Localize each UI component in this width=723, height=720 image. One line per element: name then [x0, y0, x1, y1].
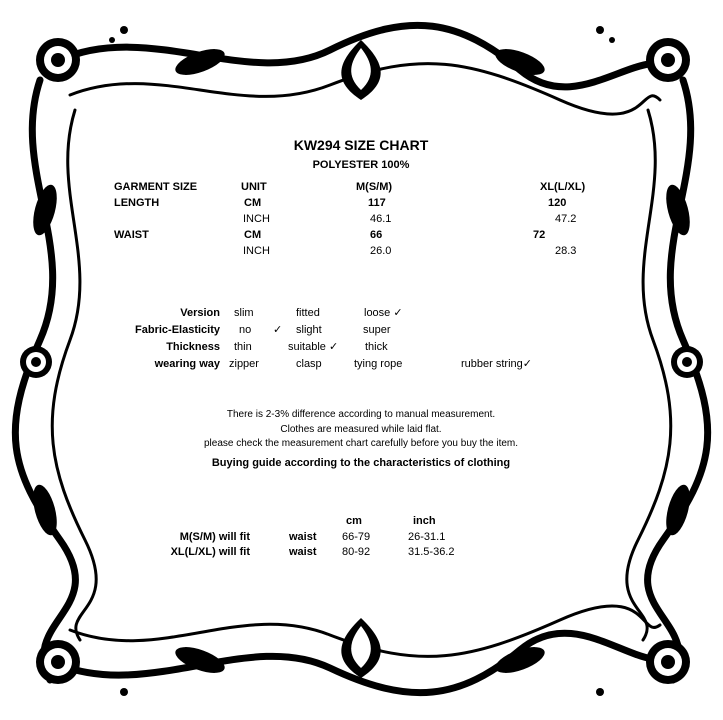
note-line: please check the measurement chart carefully before you buy the item. — [203, 438, 519, 449]
attribute-label: Thickness — [166, 341, 220, 353]
note-line: Clothes are measured while laid flat. — [280, 424, 442, 435]
row-unit: INCH — [243, 213, 270, 225]
row-value-m: 46.1 — [370, 213, 392, 225]
attribute-option: slim — [234, 307, 254, 319]
note-line: There is 2-3% difference according to manual measurement. — [226, 409, 496, 420]
attribute-label: wearing way — [154, 358, 220, 370]
attribute-option: suitable ✓ — [288, 341, 339, 353]
attribute-option: thin — [234, 341, 252, 353]
row-value-xl: 28.3 — [555, 245, 577, 257]
guide-row-label: M(S/M) will fit — [179, 531, 250, 543]
material-label: POLYESTER 100% — [312, 159, 410, 171]
guide-row-inch: 26-31.1 — [408, 531, 446, 543]
header-garment-size: GARMENT SIZE — [114, 181, 198, 193]
row-unit: INCH — [243, 245, 270, 257]
check-mark: ✓ — [273, 324, 283, 336]
row-value-m: 66 — [370, 229, 383, 241]
attribute-option: thick — [365, 341, 388, 353]
guide-row-part: waist — [289, 546, 317, 558]
row-value-xl: 47.2 — [555, 213, 577, 225]
col-header-cm: cm — [346, 515, 362, 527]
attribute-option: fitted — [296, 307, 320, 319]
row-label: WAIST — [114, 229, 149, 241]
guide-row-inch: 31.5-36.2 — [408, 546, 455, 558]
row-unit: CM — [244, 229, 262, 241]
guide-row-part: waist — [289, 531, 317, 543]
attribute-option: super — [363, 324, 391, 336]
row-unit: CM — [244, 197, 262, 209]
attribute-option: loose ✓ — [364, 307, 403, 319]
header-size-m: M(S/M) — [356, 181, 393, 193]
col-header-inch: inch — [413, 515, 436, 527]
guide-row-cm: 80-92 — [342, 546, 371, 558]
guide-row-cm: 66-79 — [342, 531, 371, 543]
row-value-m: 117 — [368, 197, 386, 209]
guide-row-label: XL(L/XL) will fit — [170, 546, 250, 558]
attribute-label: Version — [180, 307, 220, 319]
attribute-option: rubber string✓ — [461, 358, 532, 370]
attribute-option: slight — [296, 324, 322, 336]
attribute-label: Fabric-Elasticity — [135, 324, 220, 336]
attribute-option: no — [239, 324, 252, 336]
row-value-xl: 120 — [548, 197, 567, 209]
attribute-option: tying rope — [354, 358, 403, 370]
chart-title: KW294 SIZE CHART — [293, 137, 429, 153]
row-value-m: 26.0 — [370, 245, 392, 257]
header-size-xl: XL(L/XL) — [540, 181, 586, 193]
row-label: LENGTH — [114, 197, 160, 209]
attribute-option: zipper — [229, 358, 259, 370]
header-unit: UNIT — [241, 181, 267, 193]
row-value-xl: 72 — [533, 229, 546, 241]
buying-guide-title: Buying guide according to the characteristics of clothing — [211, 457, 511, 469]
attribute-option: clasp — [296, 358, 322, 370]
